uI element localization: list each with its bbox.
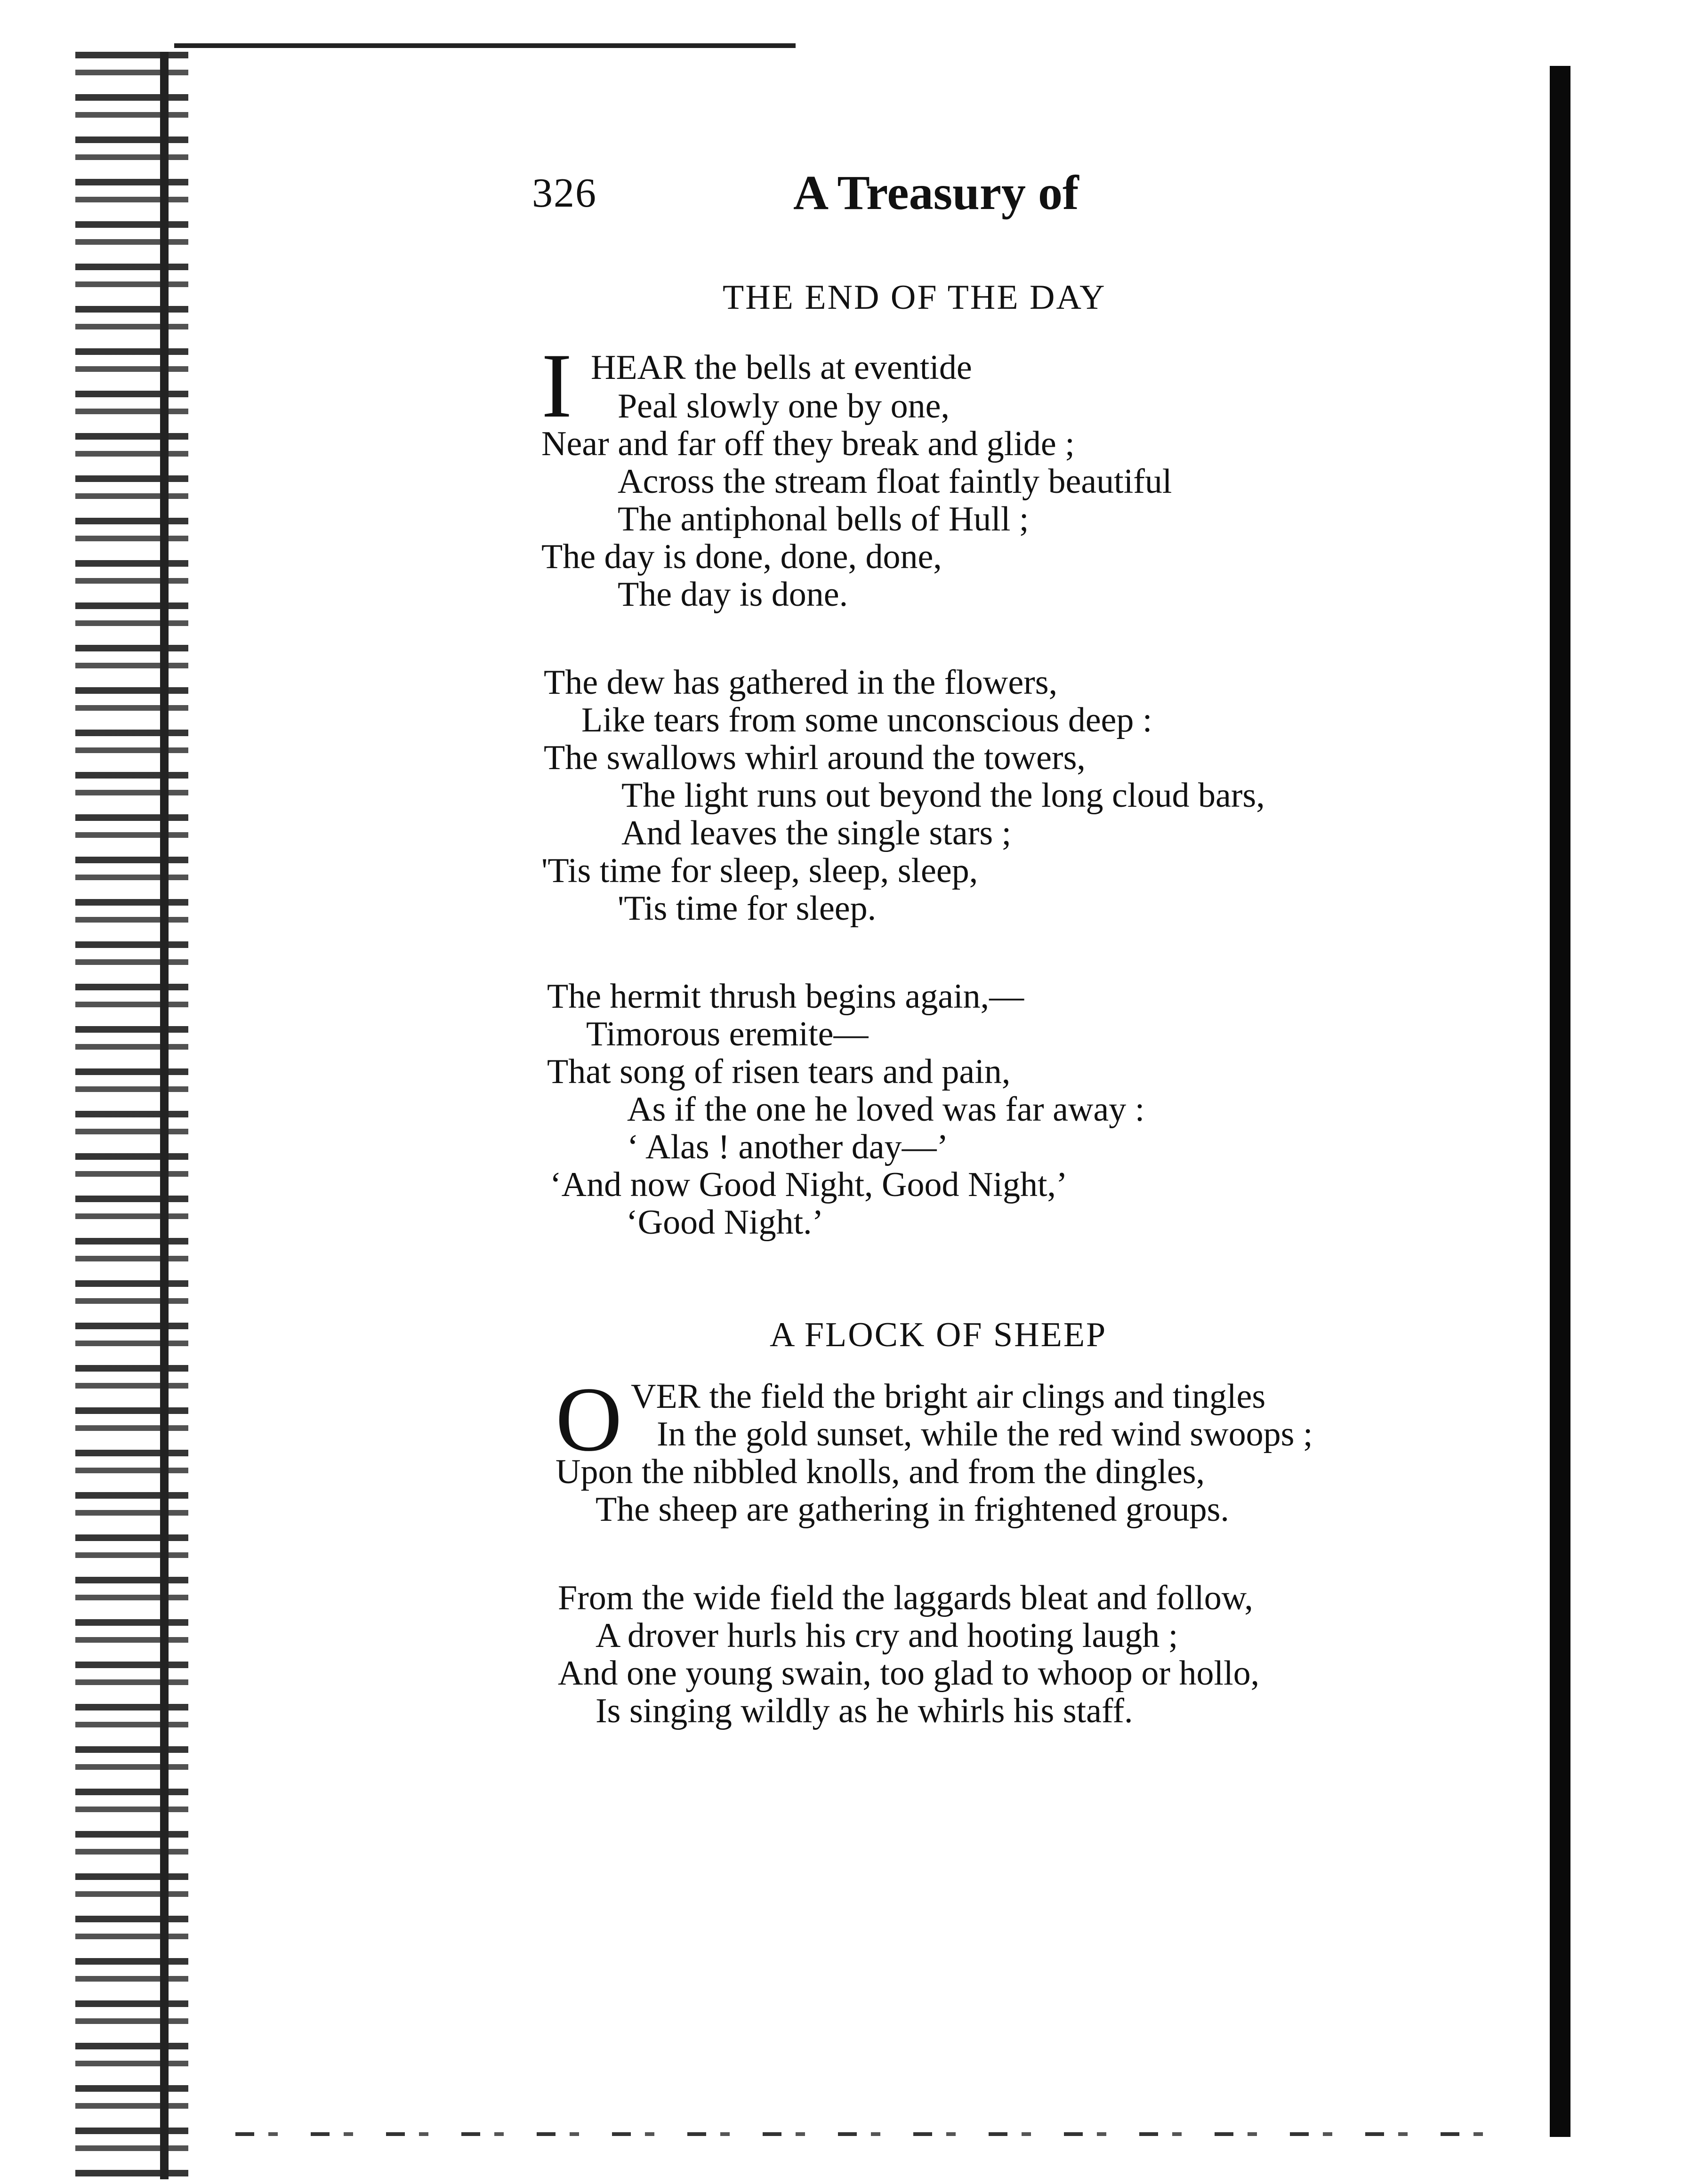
poem-line: From the wide field the laggards bleat and follow, [558, 1579, 1253, 1617]
page-number: 326 [532, 170, 597, 216]
poem-line: The hermit thrush begins again,— [547, 977, 1024, 1016]
poem-line: ‘And now Good Night, Good Night,’ [550, 1165, 1068, 1204]
poem-line: Like tears from some unconscious deep : [581, 701, 1152, 739]
poem-line: Is singing wildly as he whirls his staff. [596, 1692, 1133, 1730]
poem-line: In the gold sunset, while the red wind swoops ; [657, 1415, 1313, 1453]
running-title: A Treasury of [793, 166, 1079, 220]
poem-line: A drover hurls his cry and hooting laugh ; [596, 1616, 1178, 1655]
poem-line: The light runs out beyond the long cloud bars, [621, 776, 1265, 815]
drop-cap: O [556, 1368, 622, 1470]
poem-line: 'Tis time for sleep, sleep, sleep, [541, 851, 978, 890]
poem-line: The swallows whirl around the towers, [544, 739, 1086, 777]
poem-line: Near and far off they break and glide ; [541, 425, 1075, 463]
page-binding-shadow [160, 52, 169, 2179]
poem-line: The antiphonal bells of Hull ; [618, 500, 1029, 538]
right-page-edge-bar [1550, 66, 1570, 2137]
poem-line: Peal slowly one by one, [618, 387, 950, 426]
poem-title: THE END OF THE DAY [723, 278, 1106, 317]
poem-line: VER the field the bright air clings and tingles [631, 1377, 1266, 1416]
page-binding-edge [75, 52, 188, 2179]
poem-line: 'Tis time for sleep. [618, 889, 877, 928]
poem-line: ‘Good Night.’ [626, 1203, 824, 1242]
page-header [532, 160, 1144, 226]
poem-line: The sheep are gathering in frightened groups. [596, 1490, 1229, 1529]
drop-cap: I [541, 335, 572, 437]
poem-line: HEAR the bells at eventide [591, 348, 972, 387]
poem-line: The day is done, done, done, [541, 538, 942, 576]
poem-line: Timorous eremite— [586, 1015, 869, 1053]
poem-line: And one young swain, too glad to whoop or hollo, [558, 1654, 1260, 1693]
poem-line: That song of risen tears and pain, [547, 1052, 1011, 1091]
poem-line: The day is done. [618, 575, 848, 614]
poem-line: The dew has gathered in the flowers, [544, 663, 1058, 702]
poem-line: Upon the nibbled knolls, and from the dingles, [556, 1453, 1205, 1491]
poem-line: As if the one he loved was far away : [627, 1090, 1145, 1129]
poem-title: A FLOCK OF SHEEP [770, 1316, 1107, 1354]
bottom-scan-noise [235, 2132, 1506, 2136]
poem-line: ‘ Alas ! another day—’ [627, 1128, 949, 1166]
top-border-rule [174, 43, 796, 48]
poem-line: Across the stream float faintly beautiful [618, 462, 1172, 501]
poem-line: And leaves the single stars ; [621, 814, 1012, 852]
